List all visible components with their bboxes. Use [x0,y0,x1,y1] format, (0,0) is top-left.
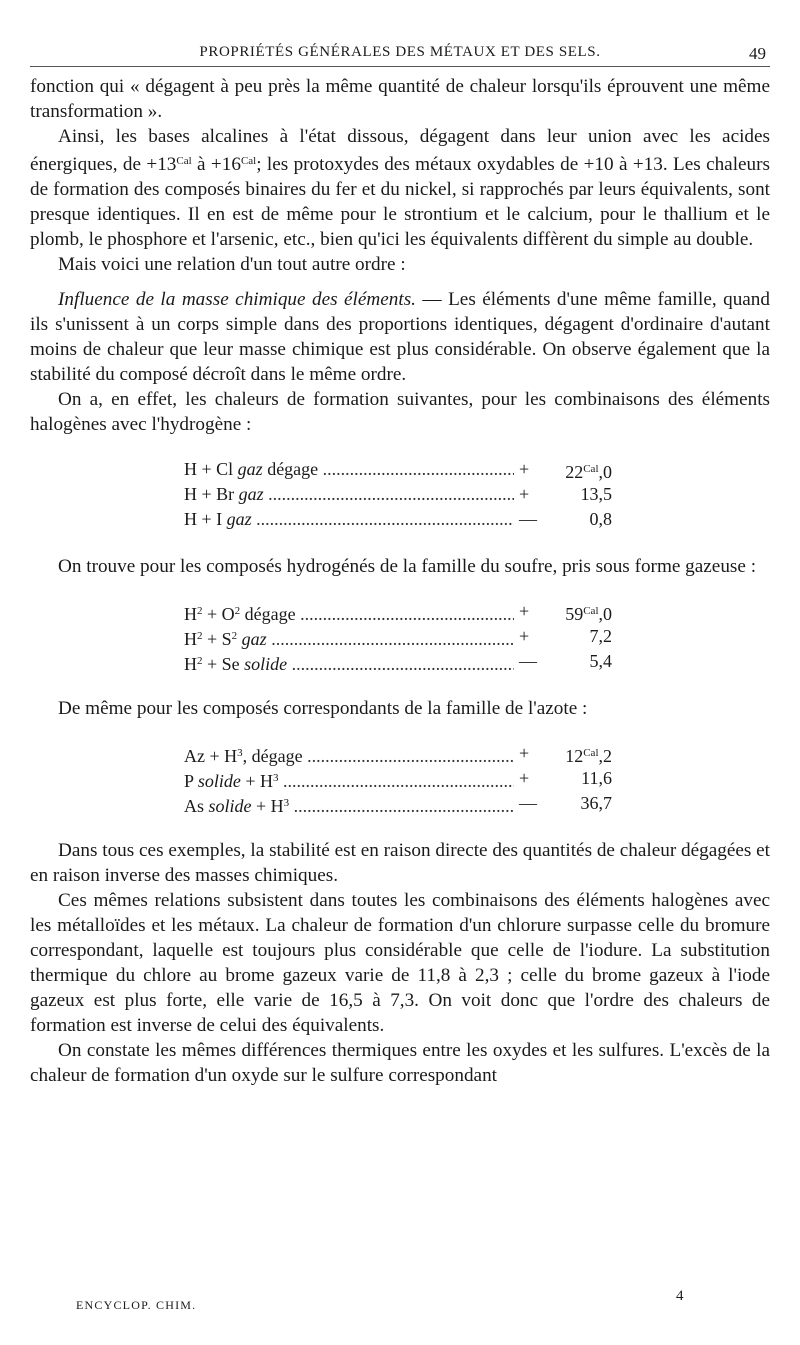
formula-value: 7,2 [589,626,612,646]
formula-expression: $H^2 + S^2$ gaz ..... [184,624,514,652]
formula-value: $59^{Cal},0$ [565,604,612,624]
paragraph-3 [30,252,770,277]
formula-expression: $H^2 + O^2$ dégage ..... [184,599,514,627]
formula-sign: — [519,651,537,671]
formula-value: 13,5 [580,484,612,504]
footer [76,1288,696,1328]
formula-row [184,791,770,816]
formula-sign: + [519,626,530,646]
paragraph-7-text: De même pour les composés correspondants de la famille de l'azote : [58,698,588,719]
formula-value: 36,7 [580,793,612,813]
formula-expression: H + Br gaz ..... [184,482,514,507]
formula-sign: + [519,743,530,763]
footer-series-title: ENCYCLOP. CHIM. [76,1298,197,1312]
paragraph-8 [30,838,770,888]
formula-row [184,649,770,674]
formula-expression: As solide + $H^3$ ..... [184,791,514,819]
paragraph-2-text-c: ; les protoxydes des métaux oxydables de +10 à +13. Les chaleurs de formation des composés binaires du fer et du nickel, si rapprochés par leurs équivalents, sont presque identiques. Il en est de même pour le strontium et le calcium, pour le thallium et le plomb, le phosphore et l'arsenic, etc., bien qu'ici les équivalents diffèrent du simple au double. [30,154,770,250]
formula-sign: + [519,484,530,504]
paragraph-3-text: Mais voici une relation d'un tout autre ordre : [58,254,406,275]
paragraph-9 [30,888,770,1038]
cal-unit: Cal [176,155,192,167]
paragraph-4 [30,287,770,387]
formula-block-halogen [30,457,770,532]
signature-mark: 4 [676,1288,684,1304]
text-body [30,74,770,1088]
running-head [30,44,770,67]
formula-expression: H + Cl gaz dégage ..... [184,457,514,482]
cal-unit: Cal [240,155,257,167]
formula-row [184,599,770,624]
formula-row [184,482,770,507]
formula-block-nitrogen [30,741,770,816]
formula-row [184,766,770,791]
formula-value: $22^{Cal},0$ [565,462,612,482]
formula-row [184,624,770,649]
formula-sign: — [519,509,537,529]
paragraph-2-text-b: à +16 [191,154,241,175]
paragraph-9-text: Ces mêmes relations subsistent dans toutes les combinaisons des éléments halogènes avec les métalloïdes et les métaux. La chaleur de formation d'un chlorure surpasse celle du bromure correspondant, laquelle est toujours plus considérable que celle de l'iodure. La substitution thermique du chlore au brome gazeux varie de 11,8 à 2,3 ; celle du brome gazeux à l'iode gazeux est plus forte, elle varie de 16,5 à 7,3. On voit donc que l'ordre des chaleurs de formation est inverse de celui des équivalents. [30,890,770,1036]
formula-value: 0,8 [589,509,612,529]
formula-sign: + [519,459,530,479]
paragraph-1-text: fonction qui « dégagent à peu près la même quantité de chaleur lorsqu'ils éprouvent une même transformation ». [30,76,770,122]
formula-sign: + [519,768,530,788]
formula-expression: $Az + H^3$, dégage ..... [184,741,514,769]
paragraph-10 [30,1038,770,1088]
formula-block-sulfur [30,599,770,674]
formula-expression: P solide + $H^3$ ..... [184,766,514,794]
formula-row [184,507,770,532]
paragraph-5-text: On a, en effet, les chaleurs de formation suivantes, pour les combinaisons des éléments halogènes avec l'hydrogène : [30,389,770,435]
paragraph-2-text-a: Ainsi, les bases alcalines à l'état dissous, dégagent dans leur union avec les acides énergiques, de +13 [30,126,770,175]
running-title: PROPRIÉTÉS GÉNÉRALES DES MÉTAUX ET DES SELS. [199,44,601,60]
formula-sign: + [519,601,530,621]
paragraph-4-text: — Les éléments d'une même famille, quand ils s'unissent à un corps simple dans des proportions identiques, dégagent d'ordinaire d'autant moins de chaleur que leur masse chimique est plus considérable. On observe également que la stabilité du composé décroît dans le même ordre. [30,289,770,385]
paragraph-6 [30,554,770,579]
page-number: 49 [749,44,766,63]
formula-row [184,457,770,482]
paragraph-10-text: On constate les mêmes différences thermiques entre les oxydes et les sulfures. L'excès de la chaleur de formation d'un oxyde sur le sulfure correspondant [30,1040,770,1086]
formula-expression: $H^2 + Se$ solide ..... [184,649,514,677]
paragraph-5 [30,387,770,437]
paragraph-2 [30,124,770,252]
formula-value: $12^{Cal},2$ [565,746,612,766]
formula-expression: H + I gaz ..... [184,507,514,532]
paragraph-6-text: On trouve pour les composés hydrogénés de la famille du soufre, pris sous forme gazeuse : [58,556,757,577]
paragraph-8-text: Dans tous ces exemples, la stabilité est en raison directe des quantités de chaleur dégagées et en raison inverse des masses chimiques. [30,840,770,886]
formula-row [184,741,770,766]
paragraph-1 [30,74,770,124]
formula-value: 5,4 [589,651,612,671]
paragraph-7 [30,696,770,721]
formula-value: 11,6 [581,768,612,788]
section-heading: Influence de la masse chimique des éléments. [58,289,416,310]
formula-sign: — [519,793,537,813]
